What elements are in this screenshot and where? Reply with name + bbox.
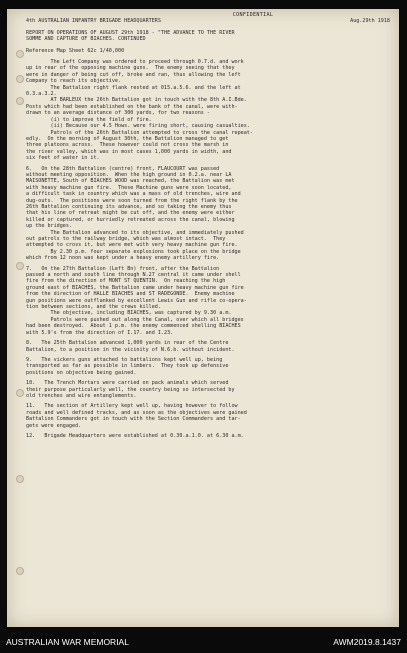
classification: CONFIDENTIAL [232,12,274,18]
body-line: were in danger of being cut off, broke and ran, thus allowing the left [26,71,241,78]
punch-hole [16,389,24,397]
body-line: The Left Company was ordered to proceed through 0.7.d. and work [26,59,244,66]
body-line: from the direction of HALLE BIACHES and ST RADEGONDE. Enemy machine [26,291,235,298]
body-line: Patrols were pushed out along the Canal, over which all bridges [26,316,244,323]
footer-accession: AWM2019.8.1437 [333,636,401,647]
punch-hole [16,50,24,58]
map-reference: Reference Map Sheet 62c 1/40,000 [26,47,125,54]
body-line: dug-outs. The positions were soon turned from the right flank by the [26,197,238,204]
body-line: gun positions were outflanked by excellent Lewis Gun and rifle co-opera- [26,297,247,304]
body-line: positions on objective being gained. [26,369,137,376]
body-line: a difficult task in country which was a mass of old trenches, wire and [26,191,241,198]
punch-hole [16,75,24,83]
body-line: gets were engaged. [26,422,82,429]
body-line: up in rear of the opposing machine guns. The enemy seeing that they [26,65,235,72]
punch-hole [16,567,24,575]
body-line: (ii) Because our 4.5 Hows. were firing short, causing casualties. [26,123,250,130]
body-line: Patrols of the 26th Battalion attempted to cross the canal repeat- [26,129,253,136]
body-line: had been destroyed. About 1 p.m. the enemy commenced shelling BIACHES [26,323,241,330]
body-line: three platoons across. These however could not cross the marsh in [26,142,229,149]
body-line: with 5.9's from the direction of I.17. and I.23. [26,329,174,336]
body-line: The Battalion right flank rested at 015.a.5.6. and the left at [26,84,241,91]
hq-heading: 4th AUSTRALIAN INFANTRY BRIGADE HEADQUARTERS [26,18,161,25]
body-line: MAISONETTE, South of BIACHES WOOD was reached, the Battalion was met [26,178,235,185]
footer-source: AUSTRALIAN WAR MEMORIAL [6,636,129,647]
report-title-line-1: REPORT ON OPERATIONS OF AUGUST 29th 1918 - "THE ADVANCE TO THE RIVER [26,29,235,36]
body-line: By 2.30 p.m. four separate explosions took place on the bridge [26,248,241,255]
body-line: fire from the direction of MONT ST QUENTIN. On reaching the high [26,278,226,285]
body-line: 0.3.a.3.2. [26,91,57,98]
body-line: 11. The section of Artillery kept well up, having however to follow [26,403,238,410]
body-line: up the bridges. [26,223,73,230]
body-line: drawn to an average distance of 300 yards, for two reasons - [26,110,211,117]
body-line: old trenches and wire entanglements. [26,392,137,399]
body-line: 26th Battalion continuing its advance, and so taking the enemy thus [26,203,232,210]
body-line: edly. On the morning of August 30th, the Battalion managed to get [26,135,229,142]
punch-hole [16,97,24,105]
body-line: 7. On the 27th Battalion (Left Bn) front, after the Battalion [26,265,220,272]
body-line: AT BARLEUX the 26th Battalion got in touch with the 8th A.I.Bde. [26,97,247,104]
body-line: killed or captured, or hurriedly retreated across the canal, blowing [26,216,235,223]
punch-hole [16,475,24,483]
body-line: tion between sections, and the crews killed. [26,304,161,311]
body-line: that his line of retreat might be cut off, and the enemy were either [26,210,235,217]
body-line: which from 12 noon was kept under a heavy enemy artillery fire. [26,255,220,262]
document-text [26,12,390,439]
body-line: (i) to improve the field of fire. [26,116,152,123]
body-line: attempted to cross it, but were met with very heavy machine gun fire. [26,242,238,249]
body-line: with heavy machine gun fire. These Machine guns were soon located, [26,184,232,191]
body-line: 12. Brigade Headquarters were established at 0.30.a.1.0. at 6.30 a.m. [26,432,244,439]
body-line: passed a north and south line through N.27 central it came under shell [26,272,241,279]
body-line: transported as far as possible in limbers. They took up defensive [26,363,229,370]
body-line: ground east of BIACHES, the Battalion came under heavy machine gun fire [26,284,244,291]
body-line: 8. The 25th Battalion advanced 1,000 yards in rear of the Centre [26,340,229,347]
body-line: roads and well defined tracks, and as soon as the objectives were gained [26,409,247,416]
body-line: the river valley, which was in most cases 1,000 yards in width, and [26,148,232,155]
body-line: Company to reach its objective. [26,78,122,85]
body-line: Battalion, to a position in the vicinity of N.6.b. without incident. [26,346,235,353]
body-line: six feet of water in it. [26,155,100,162]
body-line: The Battalion advanced to its objective, and immediately pushed [26,229,244,236]
document-page [7,9,399,627]
report-body [26,59,390,439]
body-line: without meeting opposition. When the high ground in 0.2.a. near LA [26,171,232,178]
punch-hole [16,262,24,270]
body-line: Battalion Commanders got in touch with the Section Commanders and tar- [26,416,241,423]
document-date: Aug.29th 1918 [350,18,390,25]
archive-footer [0,630,407,653]
body-line: Posts which had been established on the bank of the canal, were with- [26,103,238,110]
body-line: The objective, including BIACHES, was captured by 9.30 a.m. [26,310,232,317]
body-line: 10. The Trench Mortars were carried on pack animals which served [26,380,229,387]
body-line: 6. On the 28th Battalion (centre) front, FLAUCOURT was passed [26,165,220,172]
body-line: 9. The vickers guns attached to battalions kept well up, being [26,356,223,363]
body-line: their purpose particularly well, the country being so intersected by [26,386,235,393]
report-title-line-2: SOMME AND CAPTURE OF BIACHES. CONTINUED [26,36,146,43]
body-line: out patrols to the railway bridge, which was almost intact. They [26,236,226,242]
